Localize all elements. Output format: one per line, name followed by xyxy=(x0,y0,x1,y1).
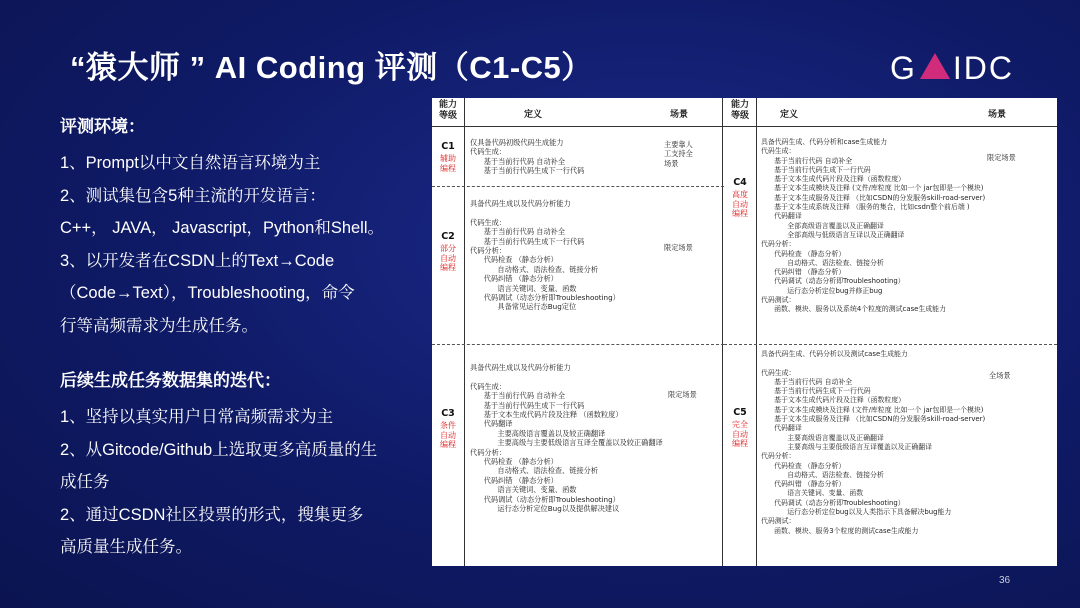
env-line: 1、Prompt以中文自然语言环境为主 xyxy=(60,154,321,172)
header-definition: 定义 xyxy=(780,110,799,120)
iter-line: 高质量生成任务。 xyxy=(60,538,192,556)
level-c3: C3 条件 自动 编程 xyxy=(440,408,456,449)
iter-heading: 后续生成任务数据集的迭代： xyxy=(60,371,281,390)
c4-scene: 限定场景 xyxy=(987,153,1016,162)
logo-left-letter: G xyxy=(890,49,917,86)
c4-definition: 具备代码生成、代码分析和case生成能力 代码生成： 基于当前行代码 自动补全 基于当前行代码生成下一行代码 基于文本生成代码片段及注释（函数粒度） 基于文本生成模块及注释 (文件/库粒度 比如一个 jar包即是一个模块) 基于文本生成服务及注释 （比如CSDN的分发服务skill-road-server) 基于文本生成系统及注释 （服务的集合，比如csdn整个前后端 ) 代码翻译 全部高级语言覆盖以及正确翻译 全部高级与低级语言互译以及正确翻译 代码分析： 代码检查 （静态分析） 自动格式、语法检查、链接分析 代码纠错 （静态分析） 代码调试（动态分析即Troubleshooting） 运行态分析定位bug并修正bug 代码测试： 函数、模块、服务以及系统4个粒度的测试case生成能力 xyxy=(761,138,986,314)
header-definition: 定义 xyxy=(524,110,543,120)
header-scene: 场景 xyxy=(988,110,1007,120)
c3-scene: 限定场景 xyxy=(668,390,697,399)
header-level: 能力 等级 xyxy=(730,100,749,121)
c2-scene: 限定场景 xyxy=(664,243,693,252)
env-line: 2、测试集包含5种主流的开发语言： xyxy=(60,186,326,205)
c5-scene: 全场景 xyxy=(989,371,1011,380)
table-header xyxy=(724,98,1057,127)
header-level: 能力 等级 xyxy=(438,100,457,121)
env-line: 行等高频需求为生成任务。 xyxy=(60,316,258,335)
level-c5: C5 完全 自动 编程 xyxy=(732,407,748,448)
logo-right-letters: IDC xyxy=(952,49,1014,86)
iter-line: 2、从Gitcode/Github上选取更多高质量的生 xyxy=(60,440,378,459)
iter-line: 2、通过CSDN社区投票的形式，搜集更多 xyxy=(60,505,364,524)
c2-definition: 具备代码生成以及代码分析能力 代码生成： 基于当前行代码 自动补全 基于当前行代码生成下一行代码 代码分析： 代码检查 （静态分析） 自动格式、语法检查、链接分析 代码纠错 （静态分析） 语言关键词、变量、函数 代码调试（动态分析即Troubleshooting） 具备常见运行态Bug定位 xyxy=(470,199,620,312)
table-right xyxy=(724,98,1057,566)
c1-scene: 主要靠人 工支持全 场景 xyxy=(664,140,693,168)
table-header xyxy=(432,98,724,127)
header-scene: 场景 xyxy=(670,110,689,120)
env-line: C++， JAVA， Javascript，Python和Shell。 xyxy=(60,219,385,237)
page-title: “猿大师 ” AI Coding 评测（C1-C5） xyxy=(70,50,593,85)
left-text-panel xyxy=(60,112,420,564)
env-line: （Code→Text），Troubleshooting，命令 xyxy=(60,284,355,302)
level-c2: C2 部分 自动 编程 xyxy=(440,231,456,272)
env-heading: 评测环境： xyxy=(60,117,145,136)
page-number: 36 xyxy=(999,575,1011,586)
capability-levels-table xyxy=(432,98,1057,566)
level-c1: C1 辅助 编程 xyxy=(440,141,456,173)
iter-line: 1、坚持以真实用户日常高频需求为主 xyxy=(60,408,334,426)
logo-triangle-icon xyxy=(920,53,950,79)
iter-line: 成任务 xyxy=(60,473,110,491)
c5-definition: 具备代码生成、代码分析以及测试case生成能力 代码生成： 基于当前行代码 自动补全 基于当前行代码生成下一行代码 基于文本生成代码片段及注释（函数粒度） 基于文本生成模块及注释 (文件/库粒度 比如一个 jar包即是一个模块) 基于文本生成服务及注释 （比如CSDN的分发服务skill-road-server) 代码翻译 主要高级语言覆盖以及正确翻译 主要高级与主要低级语言互译覆盖以及正确翻译 代码分析： 代码检查 （静态分析） 自动格式、语法检查、链接分析 代码纠错 （静态分析） 语言关键词、变量、函数 代码调试（动态分析即Troubleshooting） 运行态分析定位bug以及人类指示下具备解决bug能力 代码测试： 函数、模块、服务3个粒度的测试case生成能力 xyxy=(761,350,986,535)
c3-definition: 具备代码生成以及代码分析能力 代码生成： 基于当前行代码 自动补全 基于当前行代码生成下一行代码 基于文本生成代码片段及注释 （函数粒度） 代码翻译 主要高级语言覆盖以及较正确翻译 主要高级与主要低级语言互译全覆盖以及较正确翻译 代码分析： 代码检查 （静态分析） 自动格式、语法检查、链接分析 代码纠错 （静态分析） 语言关键词、变量、函数 代码调试（动态分析即Troubleshooting） 运行态分析定位Bug以及提供解决建议 xyxy=(470,363,663,514)
level-c4: C4 高度 自动 编程 xyxy=(732,177,748,218)
env-line: 3、以开发者在CSDN上的Text→Code xyxy=(60,251,335,270)
table-left xyxy=(432,98,724,566)
c1-definition: 仅具备代码初级代码生成能力 代码生成： 基于当前行代码 自动补全 基于当前行代码生成下一行代码 xyxy=(470,138,585,176)
gaidc-logo xyxy=(890,48,1030,88)
